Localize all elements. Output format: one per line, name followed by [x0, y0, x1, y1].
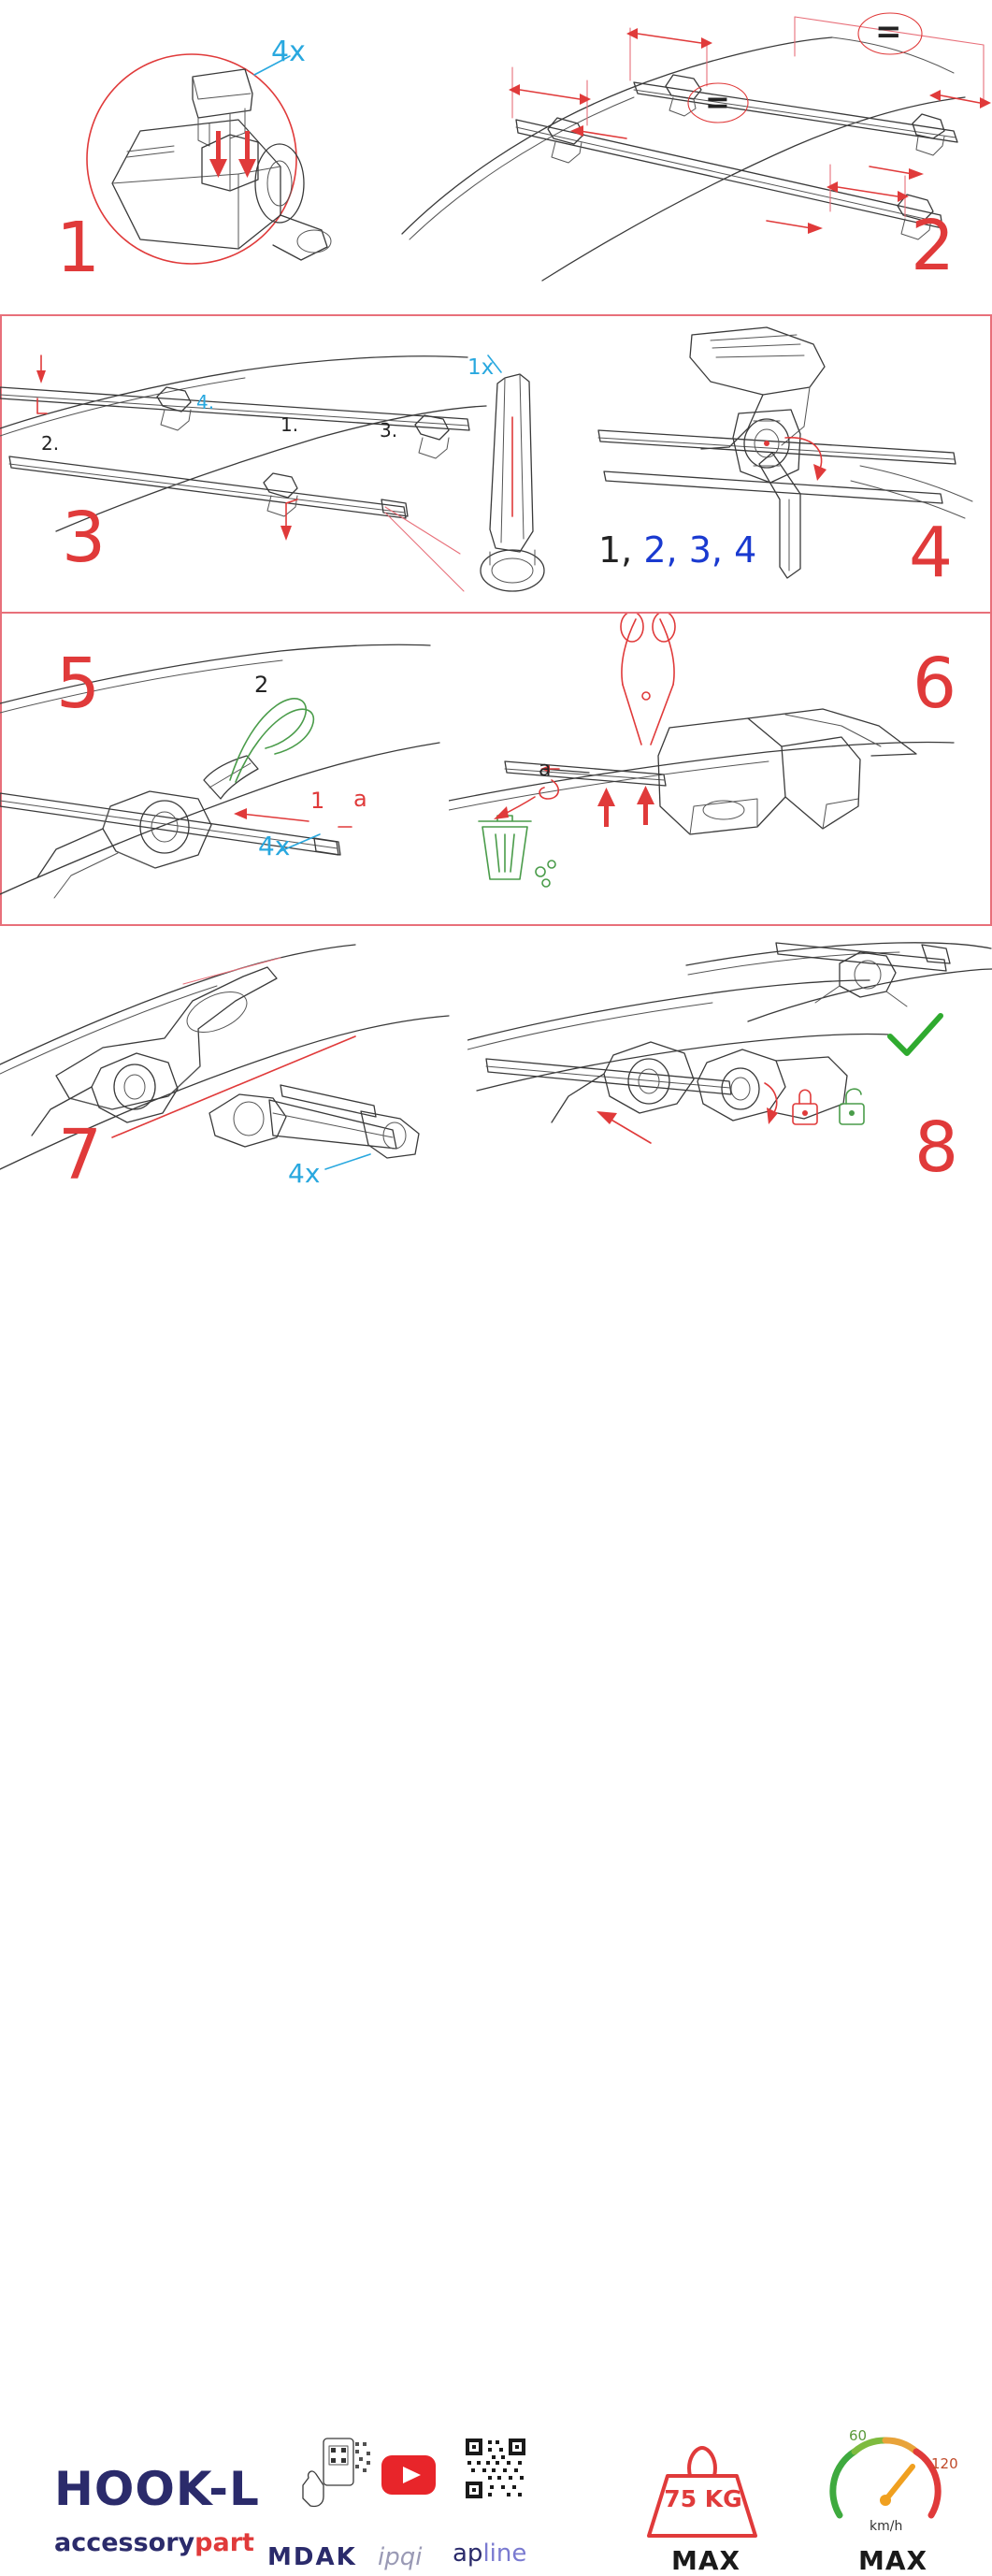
brand-line — [54, 2528, 254, 2557]
step-6-panel — [449, 614, 992, 922]
step-3-order-4: 4. — [196, 391, 215, 413]
step-7-panel — [0, 926, 467, 1211]
step-6-number: 6 — [913, 644, 957, 724]
step-4-seq-2: 2, — [643, 529, 678, 571]
step-4-number: 4 — [909, 513, 954, 593]
step-5-callout-a: a — [353, 786, 367, 812]
step-8-number: 8 — [914, 1107, 959, 1188]
partner-apline-suffix: line — [482, 2540, 527, 2568]
step-4-sequence — [598, 529, 756, 571]
partner-apline — [453, 2540, 526, 2568]
step-3-order-2: 2. — [41, 432, 60, 455]
brand-prefix: accessory — [54, 2528, 195, 2557]
gauge-unit-label: km/h — [870, 2519, 903, 2534]
step-5-quantity-label: 4x — [258, 831, 291, 861]
step-2-equal-right: = — [875, 13, 902, 51]
weight-limit-value: 75 KG — [664, 2485, 742, 2512]
step-5-callout-2: 2 — [254, 672, 269, 698]
step-3-order-1: 1. — [280, 413, 299, 436]
speed-limit-caption: MAX — [858, 2545, 928, 2576]
step-4-panel — [580, 316, 992, 612]
partner-ipqi — [378, 2543, 422, 2571]
step-3-panel — [0, 316, 578, 612]
product-title: HOOK-L — [54, 2462, 260, 2516]
step-2-panel — [393, 0, 992, 314]
step-5-panel — [0, 614, 447, 922]
qr-scan-hand-icon — [301, 2437, 380, 2511]
step-4-seq-4: 4 — [734, 529, 757, 571]
step-6-callout-a: a — [539, 758, 552, 781]
weight-limit-caption: MAX — [671, 2545, 741, 2576]
gauge-tick-120: 120 — [931, 2455, 958, 2472]
partner-ipqi-label: ipqi — [378, 2543, 423, 2571]
gauge-tick-60: 60 — [849, 2427, 868, 2444]
partner-mdak-label: MDAK — [267, 2543, 357, 2571]
step-4-seq-1: 1, — [598, 529, 633, 571]
step-2-number: 2 — [911, 206, 956, 286]
qr-code-icon — [464, 2437, 527, 2500]
brand-suffix: part — [194, 2528, 254, 2557]
step-5-callout-1: 1 — [310, 788, 325, 814]
step-7-quantity-label: 4x — [288, 1158, 321, 1189]
step-1-quantity-label: 4x — [271, 36, 306, 68]
footer — [0, 1211, 992, 2576]
step-5-number: 5 — [56, 644, 101, 724]
step-8-panel — [467, 926, 992, 1211]
step-3-number: 3 — [62, 498, 107, 578]
step-1-panel — [0, 0, 393, 314]
step-7-number: 7 — [58, 1115, 103, 1195]
youtube-icon[interactable] — [381, 2455, 436, 2495]
partner-apline-prefix: ap — [453, 2540, 483, 2568]
partner-mdak — [267, 2543, 357, 2571]
step-4-seq-3: 3, — [688, 529, 723, 571]
step-3-order-3: 3. — [380, 419, 398, 441]
step-3-quantity-label: 1x — [467, 355, 495, 380]
step-1-number: 1 — [56, 208, 101, 288]
step-2-equal-left: = — [705, 84, 730, 120]
